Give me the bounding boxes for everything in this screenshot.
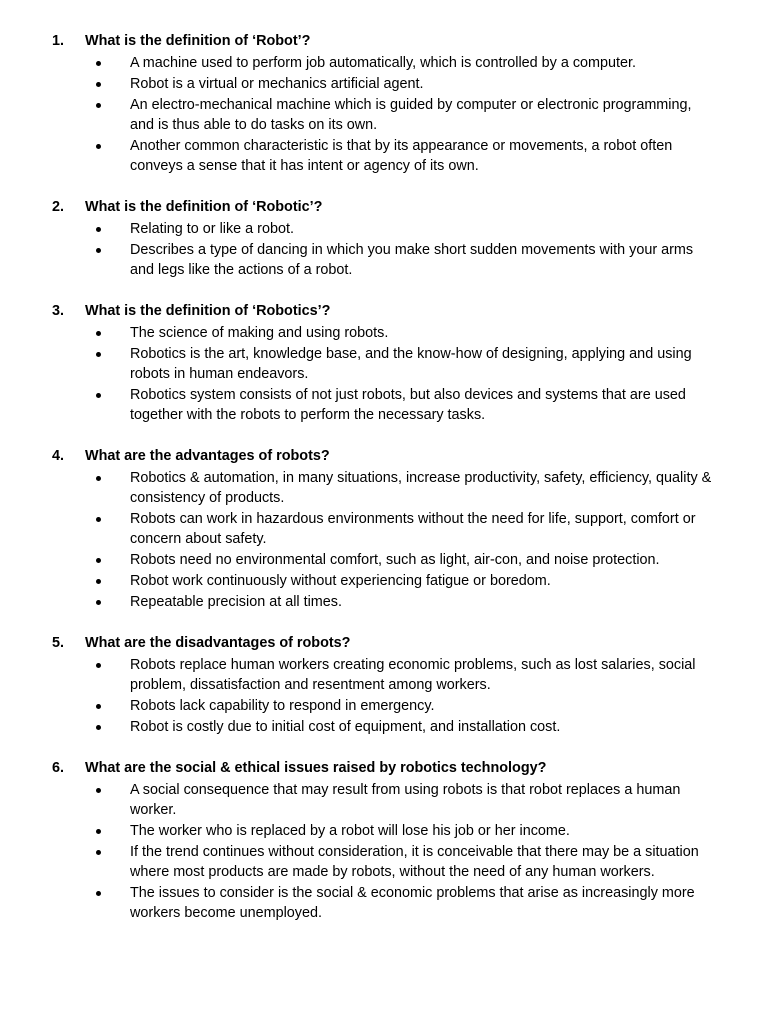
bullet-icon (96, 227, 101, 232)
question-4 (0, 446, 768, 612)
bullet-icon (96, 850, 101, 855)
question-number: 4. (52, 448, 65, 464)
question-1 (0, 31, 768, 176)
answer-list (0, 53, 768, 176)
answer-item (0, 717, 730, 737)
answer-item (0, 550, 730, 570)
question-heading (0, 758, 768, 780)
answer-text: Robot work continuously without experiencing fatigue or boredom. (130, 573, 551, 589)
answer-text: Robot is a virtual or mechanics artificial agent. (130, 76, 424, 92)
answer-text: A machine used to perform job automatically, which is controlled by a computer. (130, 55, 637, 71)
answer-list (0, 780, 768, 923)
question-heading (0, 301, 768, 323)
answer-text: Robots lack capability to respond in emergency. (130, 698, 435, 714)
answer-text: Robotics is the art, knowledge base, and the know-how of designing, applying and using robots in human endeavors. (130, 346, 692, 382)
question-6 (0, 758, 768, 923)
answer-text: Robots need no environmental comfort, such as light, air-con, and noise protection. (130, 552, 660, 568)
answer-item (0, 136, 730, 176)
question-heading (0, 197, 768, 219)
answer-item (0, 655, 730, 695)
question-number: 1. (52, 33, 65, 49)
answer-text: The worker who is replaced by a robot will lose his job or her income. (130, 823, 570, 839)
answer-item (0, 509, 730, 549)
question-title: What is the definition of ‘Robot’? (85, 33, 311, 49)
question-title: What are the advantages of robots? (85, 448, 330, 464)
question-number: 5. (52, 635, 65, 651)
answer-list (0, 219, 768, 280)
bullet-icon (96, 891, 101, 896)
answer-item (0, 95, 730, 135)
question-title: What are the disadvantages of robots? (85, 635, 351, 651)
bullet-icon (96, 704, 101, 709)
bullet-icon (96, 331, 101, 336)
answer-item (0, 385, 730, 425)
bullet-icon (96, 663, 101, 668)
bullet-icon (96, 517, 101, 522)
answer-item (0, 74, 730, 94)
question-number: 3. (52, 303, 65, 319)
answer-item (0, 323, 730, 343)
bullet-icon (96, 61, 101, 66)
question-title: What are the social & ethical issues raised by robotics technology? (85, 760, 547, 776)
answer-text: Robotics system consists of not just robots, but also devices and systems that are used together with the robots to perform the necessary tasks. (130, 387, 686, 423)
question-2 (0, 197, 768, 280)
question-3 (0, 301, 768, 425)
answer-text: Robotics & automation, in many situations, increase productivity, safety, efficiency, quality & consistency of products. (130, 470, 712, 506)
question-heading (0, 633, 768, 655)
question-number: 6. (52, 760, 65, 776)
answer-item (0, 468, 730, 508)
bullet-icon (96, 476, 101, 481)
bullet-icon (96, 144, 101, 149)
question-5 (0, 633, 768, 737)
answer-list (0, 655, 768, 737)
bullet-icon (96, 103, 101, 108)
answer-text: A social consequence that may result from using robots is that robot replaces a human worker. (130, 782, 681, 818)
bullet-icon (96, 579, 101, 584)
bullet-icon (96, 725, 101, 730)
answer-item (0, 821, 730, 841)
answer-text: The science of making and using robots. (130, 325, 389, 341)
question-number: 2. (52, 199, 65, 215)
question-heading (0, 31, 768, 53)
bullet-icon (96, 788, 101, 793)
answer-item (0, 883, 730, 923)
bullet-icon (96, 829, 101, 834)
answer-text: Robots replace human workers creating economic problems, such as lost salaries, social problem, dissatisfaction and resentment among workers. (130, 657, 696, 693)
bullet-icon (96, 82, 101, 87)
answer-text: Another common characteristic is that by its appearance or movements, a robot often conveys a sense that it has intent or agency of its own. (130, 138, 673, 174)
answer-text: Robot is costly due to initial cost of equipment, and installation cost. (130, 719, 561, 735)
answer-list (0, 323, 768, 425)
answer-list (0, 468, 768, 612)
answer-text: The issues to consider is the social & economic problems that arise as increasingly more workers become unemployed. (130, 885, 695, 921)
question-title: What is the definition of ‘Robotics’? (85, 303, 331, 319)
answer-item (0, 696, 730, 716)
answer-text: Describes a type of dancing in which you make short sudden movements with your arms and legs like the actions of a robot. (130, 242, 694, 278)
answer-item (0, 240, 730, 280)
answer-item (0, 780, 730, 820)
answer-item (0, 344, 730, 384)
answer-item (0, 53, 730, 73)
question-heading (0, 446, 768, 468)
answer-text: If the trend continues without consideration, it is conceivable that there may be a situation where most products are made by robots, without the need of any human workers. (130, 844, 699, 880)
answer-text: An electro-mechanical machine which is guided by computer or electronic programming, and is thus able to do tasks on its own. (130, 97, 692, 133)
answer-text: Robots can work in hazardous environments without the need for life, support, comfort or concern about safety. (130, 511, 696, 547)
bullet-icon (96, 352, 101, 357)
bullet-icon (96, 393, 101, 398)
answer-item (0, 842, 730, 882)
answer-item (0, 592, 730, 612)
bullet-icon (96, 600, 101, 605)
answer-item (0, 219, 730, 239)
question-title: What is the definition of ‘Robotic’? (85, 199, 323, 215)
bullet-icon (96, 248, 101, 253)
answer-text: Repeatable precision at all times. (130, 594, 342, 610)
answer-item (0, 571, 730, 591)
answer-text: Relating to or like a robot. (130, 221, 294, 237)
bullet-icon (96, 558, 101, 563)
